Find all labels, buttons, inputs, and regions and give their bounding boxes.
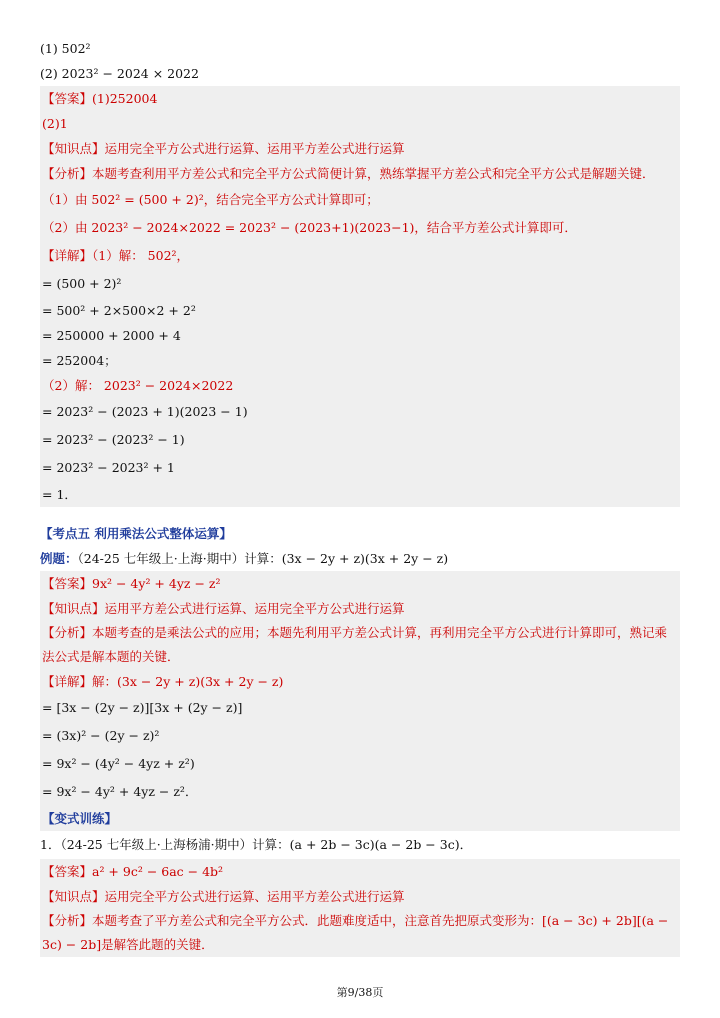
detail-part-2: （2）解： 2023² − 2024×2022 xyxy=(42,378,234,393)
step-line: = 9x² − 4y² + 4yz − z²． xyxy=(42,784,198,799)
example-question xyxy=(40,546,680,571)
knowledge-point: 【知识点】运用完全平方公式进行运算、运用平方差公式进行运算 xyxy=(42,889,405,904)
analysis: 【分析】本题考查利用平方差公式和完全平方公式简便计算，熟练掌握平方差公式和完全平方公式是解题关键． xyxy=(42,166,655,181)
answer-line: 【答案】9x² − 4y² + 4yz − z² xyxy=(42,576,221,591)
solution-block-1 xyxy=(40,86,680,507)
answer-line-2: (2)1 xyxy=(42,116,68,131)
knowledge-point: 【知识点】运用完全平方公式进行运算、运用平方差公式进行运算 xyxy=(42,141,405,156)
answer-line: 【答案】a² + 9c² − 6ac − 4b² xyxy=(42,864,224,879)
variant-question-1: 1．（24-25 七年级上·上海杨浦·期中）计算：(a + 2b − 3c)(a − 2b − 3c)． xyxy=(40,837,473,852)
answer-line: 【答案】(1)252004 xyxy=(42,91,158,106)
step-line: = 2023² − 2023² + 1 xyxy=(42,460,175,475)
example-text: （24-25 七年级上·上海·期中）计算：(3x − 2y + z)(3x + 2y − z) xyxy=(77,551,449,566)
detail-heading: 【详解】解：(3x − 2y + z)(3x + 2y − z) xyxy=(42,674,284,689)
step-line: = 9x² − (4y² − 4yz + z²) xyxy=(42,756,195,771)
analysis: 【分析】本题考查了平方差公式和完全平方公式．此题难度适中，注意首先把原式变形为：[(a − 3c) + 2b][(a − 3c) − 2b]是解答此题的关键． xyxy=(42,913,669,952)
solution-block-2 xyxy=(40,571,680,831)
analysis-part-1: （1）由 502² = (500 + 2)²，结合完全平方公式计算即可； xyxy=(42,192,379,207)
analysis: 【分析】本题考查的是乘法公式的应用；本题先利用平方差公式计算，再利用完全平方公式进行计算即可，熟记乘法公式是解本题的关键． xyxy=(42,625,668,664)
question-1: (1) 502² xyxy=(40,41,91,56)
step-line: = [3x − (2y − z)][3x + (2y − z)] xyxy=(42,700,243,715)
detail-heading: 【详解】（1）解： 502²， xyxy=(42,248,190,263)
step-line: = 2023² − (2023² − 1) xyxy=(42,432,185,447)
page-number: 第9/38页 xyxy=(336,986,384,999)
step-line: = 252004； xyxy=(42,353,117,368)
step-line: = 250000 + 2000 + 4 xyxy=(42,328,181,343)
question-2: (2) 2023² − 2024 × 2022 xyxy=(40,66,199,81)
step-line: = 500² + 2×500×2 + 2² xyxy=(42,303,196,318)
example-label: 例题： xyxy=(40,551,78,566)
variant-heading: 【变式训练】 xyxy=(42,811,118,826)
section-heading: 【考点五 利用乘法公式整体运算】 xyxy=(40,526,232,541)
step-line: = (500 + 2)² xyxy=(42,276,122,291)
document-page xyxy=(40,36,680,957)
step-line: = 2023² − (2023 + 1)(2023 − 1) xyxy=(42,404,248,419)
step-line: = (3x)² − (2y − z)² xyxy=(42,728,160,743)
analysis-part-2: （2）由 2023² − 2024×2022 = 2023² − (2023+1)(2023−1)，结合平方差公式计算即可． xyxy=(42,220,577,235)
step-line: = 1． xyxy=(42,487,77,502)
solution-block-3 xyxy=(40,859,680,957)
knowledge-point: 【知识点】运用平方差公式进行运算、运用完全平方公式进行运算 xyxy=(42,601,405,616)
